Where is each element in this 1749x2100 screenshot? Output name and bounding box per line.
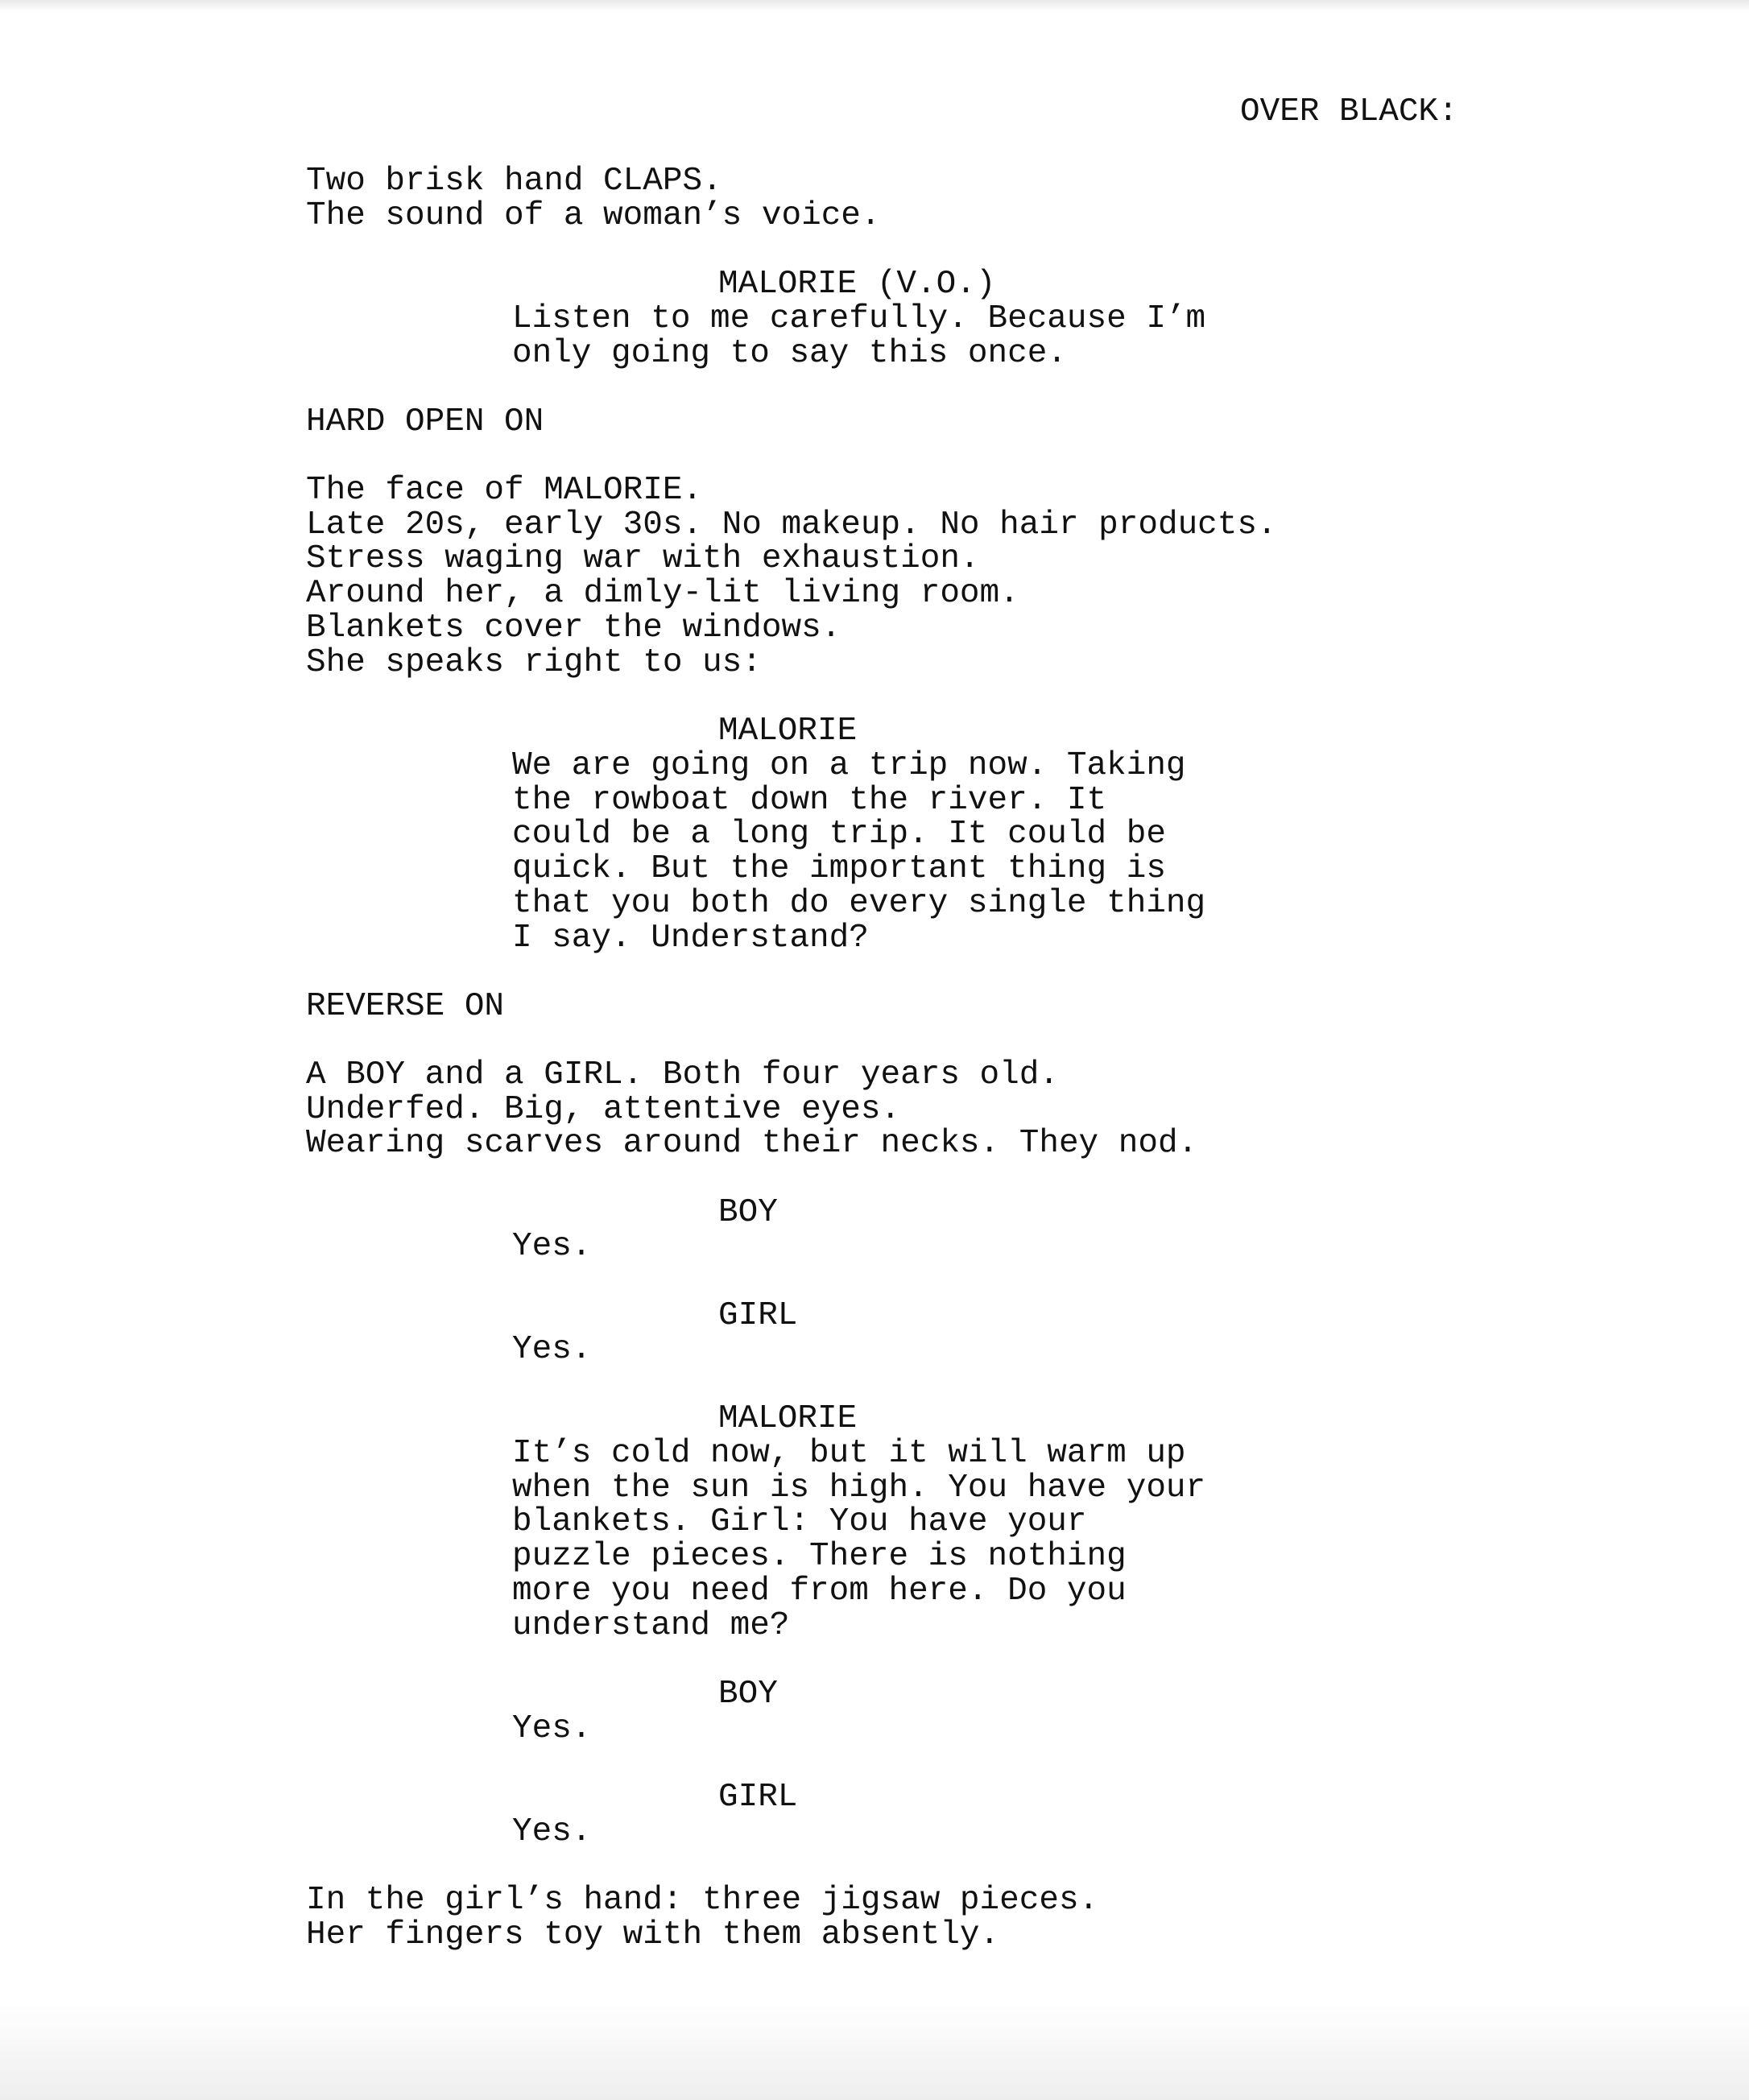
dialogue-line: could be a long trip. It could be bbox=[512, 816, 1166, 854]
dialogue-line: It’s cold now, but it will warm up bbox=[512, 1435, 1186, 1472]
dialogue-line: Listen to me carefully. Because I’m bbox=[512, 300, 1206, 337]
dialogue-line: blankets. Girl: You have your bbox=[512, 1503, 1087, 1541]
action-line: The face of MALORIE. bbox=[306, 472, 703, 509]
dialogue-line: when the sun is high. You have your bbox=[512, 1469, 1206, 1507]
dialogue-line: understand me? bbox=[512, 1606, 790, 1644]
page-top-shadow bbox=[0, 0, 1749, 11]
dialogue-line: more you need from here. Do you bbox=[512, 1572, 1127, 1610]
dialogue-line-girl-yes: Yes. bbox=[512, 1813, 592, 1850]
character-cue-malorie: MALORIE bbox=[718, 1400, 858, 1437]
action-block-boy-girl bbox=[306, 1058, 1197, 1161]
dialogue-line: only going to say this once. bbox=[512, 334, 1067, 372]
action-block-jigsaw bbox=[306, 1883, 1098, 1952]
character-cue-girl: GIRL bbox=[718, 1297, 798, 1334]
dialogue-line: puzzle pieces. There is nothing bbox=[512, 1538, 1127, 1576]
dialogue-block-cold bbox=[512, 1437, 1205, 1643]
shot-heading-hard-open: HARD OPEN ON bbox=[306, 403, 544, 440]
action-line: Underfed. Big, attentive eyes. bbox=[306, 1090, 901, 1128]
page-bottom-shadow bbox=[0, 2003, 1749, 2100]
dialogue-line: I say. Understand? bbox=[512, 919, 869, 957]
action-line: Late 20s, early 30s. No makeup. No hair products. bbox=[306, 506, 1277, 544]
action-line: Stress waging war with exhaustion. bbox=[306, 540, 980, 578]
action-line: Blankets cover the windows. bbox=[306, 609, 841, 647]
character-cue-malorie-vo: MALORIE (V.O.) bbox=[718, 266, 996, 303]
action-line: In the girl’s hand: three jigsaw pieces. bbox=[306, 1882, 1099, 1919]
action-line: The sound of a woman’s voice. bbox=[306, 196, 881, 234]
dialogue-line-boy-yes: Yes. bbox=[512, 1228, 592, 1265]
dialogue-line: We are going on a trip now. Taking bbox=[512, 747, 1186, 784]
transition-over-black: OVER BLACK: bbox=[1240, 93, 1458, 130]
character-cue-malorie: MALORIE bbox=[718, 713, 858, 750]
action-line: She speaks right to us: bbox=[306, 643, 762, 681]
dialogue-line: that you both do every single thing bbox=[512, 884, 1206, 922]
action-line: Around her, a dimly-lit living room. bbox=[306, 575, 1019, 613]
shot-heading-reverse-on: REVERSE ON bbox=[306, 988, 505, 1025]
dialogue-line: the rowboat down the river. It bbox=[512, 781, 1107, 819]
character-cue-girl: GIRL bbox=[718, 1779, 798, 1816]
character-cue-boy: BOY bbox=[718, 1676, 778, 1713]
character-cue-boy: BOY bbox=[718, 1194, 778, 1231]
dialogue-block-trip bbox=[512, 749, 1205, 955]
action-block-malorie-face bbox=[306, 473, 1277, 680]
action-line: A BOY and a GIRL. Both four years old. bbox=[306, 1056, 1059, 1093]
dialogue-block-listen bbox=[512, 302, 1205, 370]
dialogue-line-girl-yes: Yes. bbox=[512, 1331, 592, 1368]
dialogue-line: quick. But the important thing is bbox=[512, 850, 1166, 888]
action-line: Wearing scarves around their necks. They nod. bbox=[306, 1125, 1198, 1163]
action-line: Her fingers toy with them absently. bbox=[306, 1916, 1000, 1953]
action-line: Two brisk hand CLAPS. bbox=[306, 163, 722, 200]
action-block-claps bbox=[306, 164, 881, 233]
dialogue-line-boy-yes: Yes. bbox=[512, 1710, 592, 1747]
